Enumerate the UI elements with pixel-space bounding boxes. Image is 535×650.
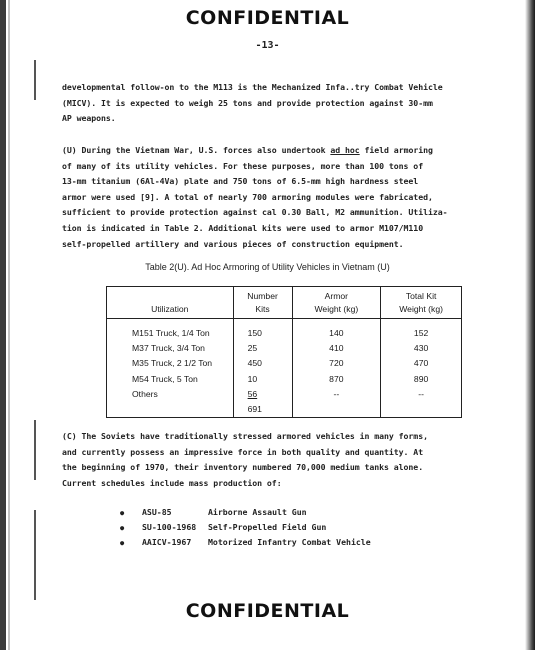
cell-kits: 25 (233, 341, 292, 356)
vehicle-desc: Airborne Assault Gun (208, 507, 307, 517)
bullet-icon (120, 520, 142, 535)
cell-utilization: M54 Truck, 5 Ton (107, 372, 234, 387)
table-row (107, 341, 462, 356)
armoring-table (106, 286, 462, 418)
vehicle-desc: Self-Propelled Field Gun (208, 522, 327, 532)
classification-footer: CONFIDENTIAL (185, 600, 350, 622)
header-utilization: Utilization (107, 287, 234, 319)
scan-artifact (34, 420, 36, 480)
cell-kits (233, 387, 292, 402)
header-total-kit-weight: Total Kit Weight (kg) (381, 287, 462, 319)
bullet-icon (120, 505, 142, 520)
paragraph-vietnam (62, 143, 472, 252)
vehicle-code: ASU-85 (142, 507, 172, 517)
cell-total: 470 (381, 356, 462, 371)
scan-artifact (34, 60, 36, 100)
cell-total: -- (381, 387, 462, 402)
scan-edge-right (525, 0, 535, 650)
list-item (120, 520, 371, 535)
paragraph-micv: developmental follow-on to the M113 is the Mechanized Infa..try Combat Vehicle (MICV). It is expected to weigh 25 tons and provide protection against 30-mm AP weapons. (62, 82, 443, 124)
cell-total: 890 (381, 372, 462, 387)
cell-armor: 140 (292, 319, 381, 342)
cell-empty (107, 402, 234, 418)
cell-utilization: Others (107, 387, 234, 402)
page-number: -13- (255, 40, 280, 51)
scan-artifact (34, 510, 36, 600)
cell-total: 152 (381, 319, 462, 342)
cell-utilization: M151 Truck, 1/4 Ton (107, 319, 234, 342)
vehicle-code: SU-100-1968 (142, 522, 197, 532)
cell-armor: 870 (292, 372, 381, 387)
paragraph-vietnam-start: (U) During the Vietnam War, U.S. forces also undertook (62, 145, 331, 155)
table-row (107, 372, 462, 387)
classification-header: CONFIDENTIAL (185, 7, 350, 29)
table-row (107, 387, 462, 402)
cell-armor: 410 (292, 341, 381, 356)
vehicle-code: AAICV-1967 (142, 537, 192, 547)
cell-total: 430 (381, 341, 462, 356)
bullet-icon (120, 535, 142, 550)
header-armor-weight: Armor Weight (kg) (292, 287, 381, 319)
table-caption: Table 2(U). Ad Hoc Armoring of Utility Vehicles in Vietnam (U) (145, 262, 390, 272)
cell-kits-underlined: 56 (247, 388, 258, 399)
cell-empty (292, 402, 381, 418)
list-item (120, 535, 371, 550)
paragraph-vietnam-rest: field armoring of many of its utility vehicles. For these purposes, more than 100 tons of 13-mm titanium (6Al-4Va) plate and 750 tons of 6.5-mm high hardness steel armor were used [9]. A total of nearly 700 armoring modules were fabricated, sufficient to provide protection against cal 0.30 Ball, M2 ammunition. Utiliza- tion is indicated in Table 2. Additional kits were used to armor M107/M110 self-propelled artillery and various pieces of construction equipment. (62, 145, 448, 249)
cell-total-kits: 691 (233, 402, 292, 418)
cell-kits: 10 (233, 372, 292, 387)
cell-utilization: M35 Truck, 2 1/2 Ton (107, 356, 234, 371)
cell-kits: 450 (233, 356, 292, 371)
cell-empty (381, 402, 462, 418)
list-item (120, 505, 371, 520)
cell-armor: 720 (292, 356, 381, 371)
vehicle-desc: Motorized Infantry Combat Vehicle (208, 537, 371, 547)
cell-armor: -- (292, 387, 381, 402)
ad-hoc-underlined: ad hoc (330, 145, 360, 155)
cell-kits: 150 (233, 319, 292, 342)
paragraph-soviets: (C) The Soviets have traditionally stressed armored vehicles in many forms, and currently possess an impressive force in both quality and quantity. At the beginning of 1970, their inventory numbered 70,000 medium tanks alone. Current schedules include mass production of: (62, 431, 428, 488)
table-row (107, 319, 462, 342)
cell-utilization: M37 Truck, 3/4 Ton (107, 341, 234, 356)
scan-edge-left (0, 0, 6, 650)
table-row (107, 356, 462, 371)
soviet-vehicles-list (120, 505, 371, 550)
table-total-row (107, 402, 462, 418)
scan-edge-line (8, 0, 10, 650)
header-number-kits: Number Kits (233, 287, 292, 319)
